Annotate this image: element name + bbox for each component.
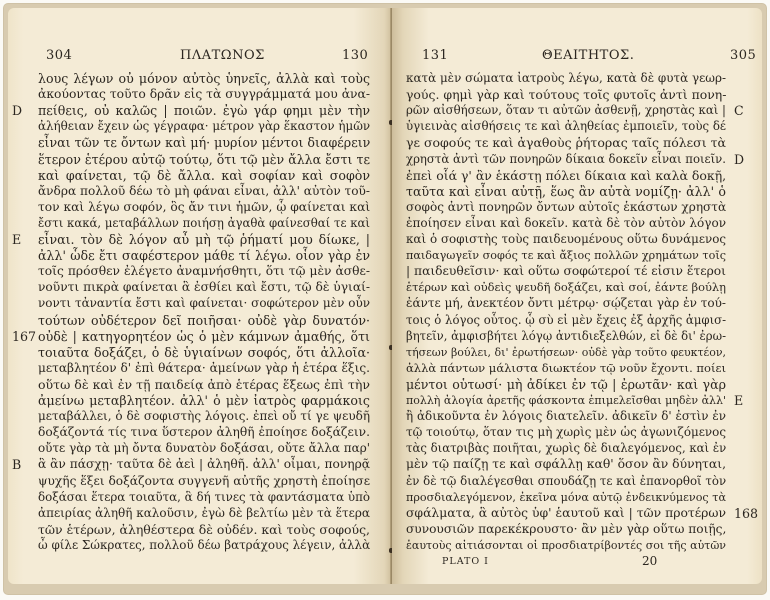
- text-line: ρῶν αἰσθήσεων, ὅταν τι αὐτῶν ἀσθενῇ, χρηστὰς καὶ |: [406, 103, 726, 118]
- text-line: τοις ὁ λόγος οὗτος. ᾧ σὺ εἰ μὲν ἔχεις ἐξ ἀρχῆς ἀμφισ-: [406, 312, 727, 327]
- text-line: ἔστι κακά, μεταβάλλων ποιήσῃ ἀγαθὰ φαίνεσθαί τε καὶ: [38, 215, 370, 230]
- text-line: τὰς διατριβὰς ποιῆται, χωρὶς δὲ διαλεγόμενος, καὶ ἐν: [406, 441, 727, 456]
- text-line: νοῦντι πικρὰ φαίνεται ἃ ἐσθίει καὶ ἔστι, τῷ δὲ ὑγιαί-: [38, 280, 370, 295]
- text-line: ἄνδρα πολλοῦ δέω τὸ μὴ φάναι εἶναι, ἀλλ' αὐτὸν τοῦ-: [38, 183, 370, 198]
- text-line: σοφὸς ἀντὶ πονηρῶν ὄντων αὐτοῖς ἑκάστων χρηστὰ: [406, 199, 727, 214]
- text-line: μεταβλητέον δ' ἐπὶ θάτερα· ἀμείνων γὰρ ἡ ἑτέρα ἕξις.: [38, 360, 370, 375]
- text-line: ἀκούοντας τοῦτο δρᾶν εἰς τὰ συγγράμματά μου ἀνα-: [38, 87, 371, 102]
- text-line: δοξάσαι ἕτερα τοιαῦτα, ἃ δή τινες τὰ φαντάσματα ὑπὸ: [38, 489, 370, 504]
- text-line: χρηστὰ ἀντὶ τῶν πονηρῶν δίκαια δοκεῖν εἶναι ποιεῖν.: [406, 151, 726, 166]
- text-line: πολλὴ ἀλογία ἀρετῆς φάσκοντα ἐπιμελεῖσθαι μηδὲν ἀλλ': [406, 394, 726, 407]
- signature-number: 20: [642, 554, 658, 568]
- text-line: τοιαῦτα δοξάζει, ὁ δὲ ὑγιαίνων σοφός, ὅτι ἀλλοῖα·: [38, 344, 370, 360]
- text-line: παιδαγωγεῖν σοφός τε καὶ ἄξιος πολλῶν χρημάτων τοῖς: [406, 249, 726, 263]
- text-line: τούτων οὐδέτερον δεῖ ποιῆσαι· οὐδὲ γὰρ δυνατόν·: [38, 312, 370, 328]
- right-page-number: 305: [730, 48, 757, 63]
- margin-note: E: [734, 393, 744, 408]
- text-line: ἀλλ' ὧδε ἔτι σαφέστερον μάθε τί λέγω. οἷον γὰρ ἐν: [38, 248, 370, 264]
- text-line: τοῖς πρόσθεν ἐλέγετο ἀναμνήσθητι, ὅτι τῷ μὲν ἀσθε-: [38, 264, 370, 279]
- text-line: γούς. φημὶ γὰρ καὶ τούτους τοῖς φυτοῖς ἀντὶ πονη-: [406, 87, 727, 103]
- right-section-number: 131: [422, 48, 449, 63]
- text-line: ἑτέρων καὶ οὐδεὶς ψευδῆ δοξάζει, καὶ σοί, ἐάντε βούλῃ: [406, 280, 726, 295]
- margin-note: 167: [12, 328, 37, 344]
- text-line: τήσεων βούλει, δι' ἐρωτήσεων· οὐδὲ γὰρ τοῦτο φευκτέον,: [406, 345, 726, 359]
- text-line: μέντοι οὑτωσί· μὴ ἀδίκει ἐν τῷ | ἐρωτᾶν· καὶ γὰρ: [406, 376, 726, 392]
- margin-note: C: [734, 103, 744, 119]
- text-line: ἕτερον ἑτέρου αὐτῷ τούτῳ, ὅτι τῷ μὲν ἄλλα ἔστι τε: [38, 151, 370, 167]
- text-line: νοντι τἀναντία ἔστι καὶ φαίνεται· σοφώτερον μὲν οὖν: [38, 296, 370, 311]
- left-running-title: ΠΛΑΤΩΝΟΣ: [180, 48, 265, 63]
- text-line: οὕτω δὲ καὶ ἐν τῇ παιδείᾳ ἀπὸ ἑτέρας ἕξεως ἐπὶ τὴν: [38, 376, 370, 392]
- right-page: [392, 8, 762, 584]
- text-line: οὐδὲ | κατηγορητέον ὡς ὁ μὲν κάμνων ἀμαθής, ὅτι: [38, 328, 370, 344]
- left-page: [8, 8, 392, 584]
- text-line: καὶ ὁ σοφιστὴς τοὺς παιδευομένους οὕτω δυνάμενος: [406, 232, 726, 246]
- text-line: πείθεις, οὐ καλῶς | ποιῶν. ἐγὼ γάρ φημι μὲν τὴν: [38, 103, 370, 119]
- text-line: μὲν τῷ παίζῃ τε καὶ σφάλλῃ καθ' ὅσον ἂν δύνηται,: [406, 457, 726, 472]
- text-line: σφάλματα, ἃ αὐτὸς ὑφ' ἑαυτοῦ καὶ | τῶν προτέρων: [406, 505, 726, 520]
- margin-note: 168: [734, 505, 759, 521]
- text-line: ὦ φίλε Σώκρατες, πολλοῦ δέω βατράχους λέγειν, ἀλλὰ: [38, 537, 371, 552]
- margin-note: D: [12, 103, 23, 119]
- text-line: εἶναι. τὸν δὲ λόγον αὖ μὴ τῷ ῥήματί μου δίωκε, |: [38, 232, 370, 247]
- text-line: ταῦτα καὶ εἶναι αὐτῇ, ἕως ἂν αὐτὰ νομίζῃ· ἀλλ' ὁ: [406, 183, 726, 199]
- left-section-number: 130: [342, 48, 369, 63]
- text-line: ἀμείνω μεταβλητέον. ἀλλ' ὁ μὲν ἰατρὸς φαρμάκοις: [38, 393, 370, 408]
- text-line: ἐπεὶ οἷά γ' ἂν ἑκάστῃ πόλει δίκαια καὶ καλὰ δοκῇ,: [406, 167, 727, 183]
- text-line: καὶ φαίνεται, τῷ δὲ ἄλλα. καὶ σοφίαν καὶ σοφὸν: [38, 167, 370, 183]
- text-line: τον καὶ λέγω σοφόν, ὃς ἄν τινι ἡμῶν, ᾧ φαίνεται καὶ: [38, 199, 371, 214]
- text-line: μεταβάλλει, ὁ δὲ σοφιστὴς λόγοις. ἐπεὶ οὔ τί γε ψευδῆ: [38, 409, 370, 424]
- printer-signature: PLATO I: [442, 556, 489, 567]
- margin-note: D: [734, 151, 745, 167]
- text-line: προσδιαλεγόμενον, ἐκεῖνα μόνα αὐτῷ ἐνδεικνύμενος τὰ: [406, 490, 726, 504]
- text-line: ὑγιεινὰς αἰσθήσεις τε καὶ ἀληθείας ἐμποιεῖν, τοὺς δέ: [406, 119, 726, 134]
- text-line: ἑαυτοὺς αἰτιάσονται οἱ προσδιατρίβοντές σοι τῆς αὑτῶν: [406, 538, 726, 552]
- right-running-title: ΘΕΑΙΤΗΤΟΣ.: [542, 48, 635, 63]
- text-line: | παιδευθεῖσιν· καὶ οὕτω σοφώτεροί τέ εἰσιν ἕτεροι: [406, 264, 726, 279]
- text-line: συνουσιῶν παρεκέκρουστο· ἂν μὲν γὰρ οὕτω ποιῇς,: [406, 521, 727, 536]
- text-line: ἀλλὰ πάντων μάλιστα διωκτέον τῷ νοῦν ἔχοντι. ποίει: [406, 360, 726, 375]
- text-line: ἀπειρίας ἀληθῆ καλοῦσιν, ἐγὼ δὲ βελτίω μὲν τὰ ἕτερα: [38, 505, 370, 520]
- text-line: τῶν ἑτέρων, ἀληθέστερα δὲ οὐδέν. καὶ τοὺς σοφούς,: [38, 521, 370, 537]
- text-line: ἐν δὲ τῷ διαλέγεσθαι σπουδάζῃ τε καὶ ἐπανορθοῖ τὸν: [406, 473, 727, 488]
- margin-note: E: [12, 232, 22, 247]
- text-line: δοξάζοντά τίς τινα ὕστερον ἀληθῆ ἐποίησε δοξάζειν.: [38, 425, 370, 440]
- left-page-number: 304: [46, 48, 73, 63]
- text-line: τῷ τοιούτῳ, ὅταν τις μὴ χωρὶς μὲν ὡς ἀγωνιζόμενος: [406, 425, 726, 440]
- text-line: ἀλήθειαν ἔχειν ὡς γέγραφα· μέτρον γὰρ ἕκαστον ἡμῶν: [38, 119, 371, 134]
- text-line: ἃ ἂν πάσχῃ· ταῦτα δὲ ἀεὶ | ἀληθῆ. ἀλλ' οἶμαι, πονηρᾷ: [38, 457, 370, 472]
- text-line: ἢ ἀδικοῦντα ἐν λόγοις διατελεῖν. ἀδικεῖν δ' ἐστὶν ἐν: [406, 409, 726, 424]
- text-line: οὔτε γὰρ τὰ μὴ ὄντα δυνατὸν δοξάσαι, οὔτε ἄλλα παρ': [38, 441, 370, 456]
- text-line: γε σοφούς τε καὶ ἀγαθοὺς ῥήτορας ταῖς πόλεσι τὰ: [406, 135, 726, 151]
- text-line: ἐποίησεν εἶναι καὶ δοκεῖν. κατὰ δὲ τὸν αὐτὸν λόγον: [406, 215, 726, 230]
- text-line: λους λέγων οὐ μόνον αὐτὸς ὑηνεῖς, ἀλλὰ καὶ τοὺς: [38, 71, 370, 86]
- text-line: ψυχῆς ἕξει δοξάζοντα συγγενῆ αὐτῆς χρηστὴ ἐποίησε: [38, 473, 370, 488]
- text-line: εἶναι τῶν τε ὄντων καὶ μή· μυρίον μέντοι διαφέρειν: [38, 135, 371, 151]
- text-line: βητεῖν, ἀμφισβήτει λόγῳ ἀντιδιεξελθών, εἰ δὲ δι' ἐρω-: [406, 328, 726, 343]
- text-line: κατὰ μὲν σώματα ἰατροὺς λέγω, κατὰ δὲ φυτὰ γεωρ-: [406, 71, 726, 85]
- text-line: ἐάντε μή, ἀνεκτέον ὄντι μέτρῳ· σῴζεται γὰρ ἐν τού-: [406, 296, 726, 311]
- margin-note: B: [12, 457, 22, 473]
